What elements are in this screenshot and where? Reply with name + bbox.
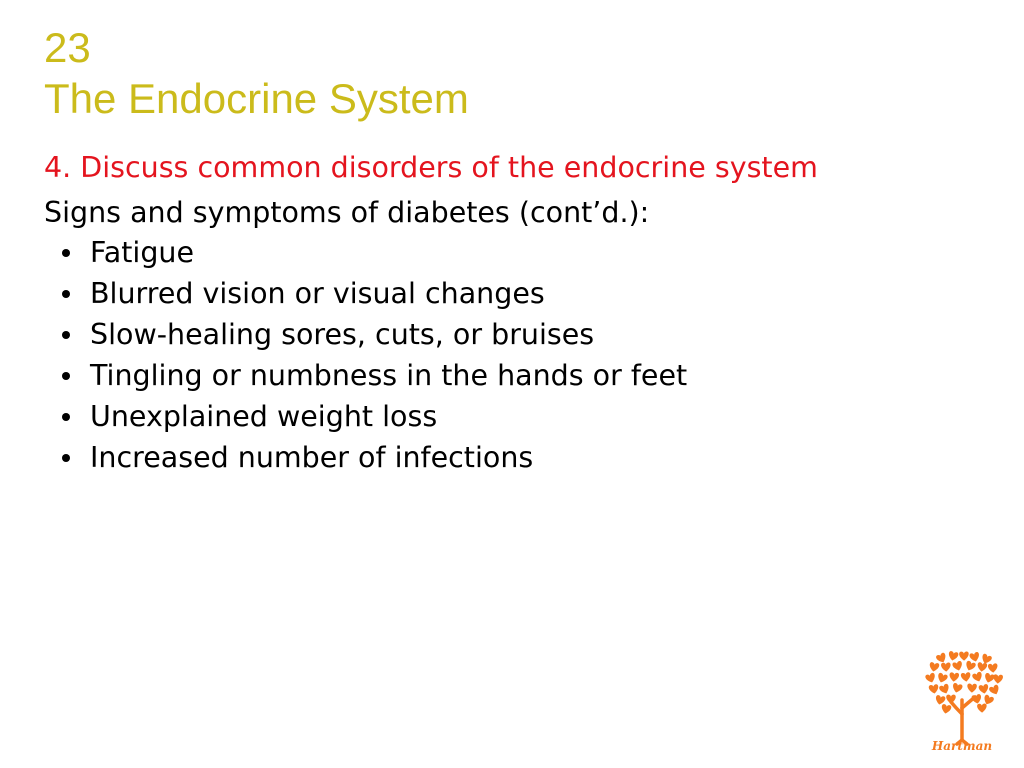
- tree-of-hearts-icon: [925, 651, 1003, 744]
- logo-heart: [969, 652, 980, 663]
- list-item-text: Blurred vision or visual changes: [90, 277, 545, 310]
- logo-heart: [983, 672, 995, 683]
- chapter-number: 23: [44, 24, 91, 71]
- logo-heart: [964, 660, 976, 672]
- logo-heart: [949, 672, 959, 682]
- list-item-text: Slow-healing sores, cuts, or bruises: [90, 318, 595, 351]
- bullet-icon: [62, 249, 70, 257]
- logo-heart: [941, 662, 951, 671]
- list-item-text: Tingling or numbness in the hands or feet: [90, 359, 688, 392]
- logo-heart: [977, 703, 987, 712]
- bullet-list: [0, 232, 687, 478]
- list-item-text: Fatigue: [90, 236, 195, 269]
- list-item-text: Unexplained weight loss: [90, 400, 438, 433]
- logo-heart: [935, 652, 947, 664]
- logo-heart: [972, 671, 984, 683]
- section-heading: Signs and symptoms of diabetes (cont’d.):: [44, 196, 650, 229]
- logo-heart: [988, 684, 1000, 696]
- logo-heart: [980, 653, 992, 665]
- logo-heart: [936, 672, 948, 684]
- logo-heart: [977, 662, 988, 672]
- logo-heart: [925, 672, 937, 684]
- bullet-icon: [62, 290, 70, 298]
- chapter-title: The Endocrine System: [44, 75, 469, 122]
- logo-heart: [971, 694, 982, 705]
- logo-heart: [935, 695, 946, 706]
- logo-heart: [939, 683, 951, 695]
- logo-heart: [941, 704, 952, 715]
- logo-heart: [946, 695, 956, 704]
- hartman-logo: [922, 650, 1006, 758]
- bullet-icon: [62, 454, 70, 462]
- list-item: [0, 355, 687, 396]
- logo-heart: [951, 683, 963, 694]
- logo-heart: [961, 672, 972, 682]
- list-item: [0, 273, 687, 314]
- bullet-icon: [62, 331, 70, 339]
- list-item-text: Increased number of infections: [90, 441, 534, 474]
- list-item: [0, 232, 687, 273]
- logo-heart: [978, 684, 989, 695]
- learning-objective: 4. Discuss common disorders of the endocrine system: [44, 151, 818, 184]
- logo-heart: [948, 651, 959, 662]
- list-item: [0, 314, 687, 355]
- logo-heart: [928, 684, 939, 694]
- logo-heart: [988, 663, 998, 673]
- logo-heart: [959, 652, 969, 661]
- list-item: [0, 396, 687, 437]
- logo-heart: [929, 662, 940, 673]
- logo-wordmark: Hartman: [931, 739, 993, 753]
- logo-heart: [967, 683, 977, 692]
- list-item: [0, 437, 687, 478]
- logo-heart: [952, 660, 964, 671]
- bullet-icon: [62, 372, 70, 380]
- bullet-icon: [62, 413, 70, 421]
- logo-heart: [993, 674, 1003, 684]
